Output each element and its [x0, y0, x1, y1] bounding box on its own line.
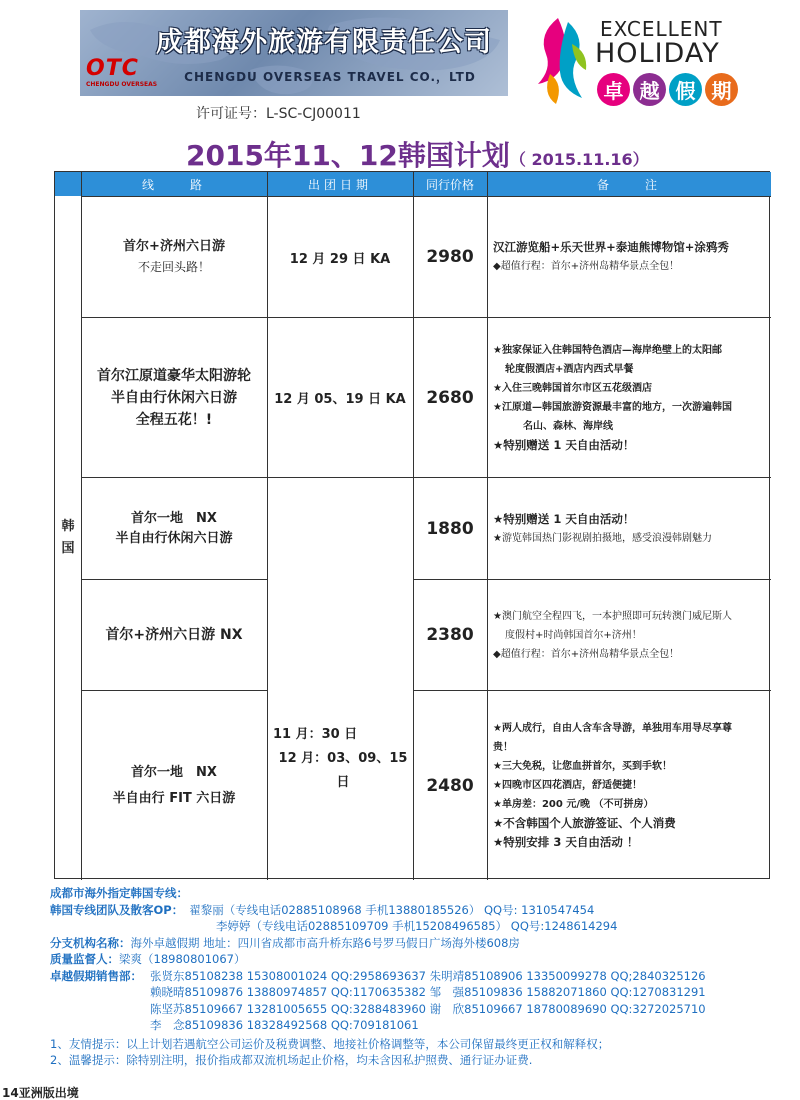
table-row-1-price: 2980	[426, 247, 474, 267]
title-date: （ 2015.11.16）	[509, 150, 649, 169]
footer-line-3: 李婷婷（专线电话02885109709 手机15208496585） QQ号:1248614294	[216, 919, 618, 933]
table-row-2-route: 首尔江原道豪华太阳游轮 半自由行休闲六日游 全程五花！!	[97, 367, 251, 428]
sales-row: 张贤东85108238 15308001024 QQ:2958693637 朱明靖85108906 13350099278 QQ;2840325126	[150, 968, 706, 983]
table-row-2-notes: ★独家保证入住韩国特色酒店—海岸绝壁上的太阳邮 轮度假酒店+酒店内西式早餐 ★入住三晚韩国首尔市区五花级酒店 ★江原道—韩国旅游资源最丰富的地方，一次游遍韩国 名山、森林、海岸线 ★特别赠送 1 天自由活动！	[493, 344, 732, 452]
table-row-4-route: 首尔+济州六日游 NX	[105, 627, 243, 643]
table-row-4-price: 2380	[426, 625, 474, 645]
header-date: 出团日期	[267, 172, 413, 196]
tip-1: 1、友情提示：以上计划若遇航空公司运价及税费调整、地接社价格调整等，本公司保留最终更正权和解释权；	[50, 1036, 610, 1051]
tip-2: 2、温馨提示：除特别注明，报价指成都双流机场起止价格，均未含因私护照费、通行证办证费.	[50, 1053, 533, 1067]
brand-name-cn	[597, 73, 738, 106]
table-row-2-date: 12 月 05、19 日 KA	[274, 392, 406, 407]
brand-char: 假	[669, 73, 702, 106]
table-row-1-route: 首尔+济州六日游 不走回头路！	[123, 239, 225, 274]
company-name-cn: 成都海外旅游有限责任公司	[156, 27, 492, 58]
sales-row: 陈坚苏85109667 13281005655 QQ:3288483960 谢 欣85109667 18780089690 QQ:3272025710	[150, 1001, 706, 1016]
header-price: 同行价格	[413, 172, 487, 196]
table-row-4-notes: ★澳门航空全程四飞，一本护照即可玩转澳门威尼斯人 度假村+时尚韩国首尔+济州！ ◆超值行程：首尔+济州岛精华景点全包！	[493, 610, 732, 660]
company-name-en: CHENGDU OVERSEAS TRAVEL CO.，LTD	[184, 70, 476, 84]
contact-footer	[50, 885, 790, 1069]
license-number: 许可证号：L-SC-CJ00011	[196, 106, 361, 122]
brand-text-holiday: HOLIDAY	[595, 38, 720, 69]
brand-char: 期	[705, 73, 738, 106]
shared-date-cell: 11 月：30 日 12 月：03、09、15 日	[273, 727, 408, 790]
sales-row: 赖晓晴85109876 13880974857 QQ:1170635382 邹 强85109836 15882071860 QQ:1270831291	[150, 985, 706, 999]
table-row-1-notes: 汉江游览船+乐天世界+泰迪熊博物馆+涂鸦秀 ◆超值行程：首尔+济州岛精华景点全包！	[493, 240, 729, 272]
excellent-holiday-logo-icon	[528, 14, 594, 106]
brand-char: 卓	[597, 73, 630, 106]
footer-line-4: 分支机构名称： 海外卓越假期 地址：四川省成都市高升桥东路6号罗马假日广场海外楼608房	[50, 935, 520, 950]
page-label: 14亚洲版出境	[2, 1086, 79, 1100]
table-row-3-route: 首尔一地 NX 半自由行休闲六日游	[115, 510, 233, 546]
table-row-5-notes: ★两人成行，自由人含车含导游，单独用车用导尽享尊 贵！ ★三大免税，让您血拼首尔，买到手软！ ★四晚市区四花酒店，舒适便捷！ ★单房差：200 元/晚 （不可拼房） ★不含韩国个人旅游签证、个人消费 ★特别安排 3 天自由活动 ！	[493, 723, 732, 849]
table-row-5-route: 首尔一地 NX 半自由行 FIT 六日游	[112, 764, 236, 806]
table-row-1-date: 12 月 29 日 KA	[289, 251, 391, 267]
table-row-2-price: 2680	[426, 387, 474, 408]
otc-logo: OTC CHENGDU OVERSEAS	[86, 56, 158, 88]
title-main: 2015年11、12韩国计划	[186, 139, 510, 172]
header-route: 线 路	[81, 172, 267, 196]
footer-line-1: 成都市海外指定韩国专线：	[50, 886, 188, 900]
table-row-5-price: 2480	[426, 775, 474, 796]
header-notes: 备 注	[487, 172, 771, 196]
table-row-3-price: 1880	[426, 518, 474, 539]
footer-line-2: 韩国专线团队及散客OP： 翟黎丽（专线电话02885108968 手机13880185526） QQ号: 1310547454	[50, 902, 595, 917]
brand-text-excellent: EXCELLENT	[600, 17, 723, 41]
footer-line-5: 质量监督人： 梁爽（18980801067）	[50, 952, 246, 966]
sales-block: 卓越假期销售部： 张贤东85108238 15308001024 QQ:2958693637 朱明靖85108906 13350099278 QQ;2840325126 赖晓晴85109876 13880974857 QQ:1170635382 邹 强85109836 15882071860 QQ:1270831291 陈坚苏85109667 13281005655 QQ:3288483960 谢 欣85109667 18780089690 QQ:3272025710 李 念85109836 18328492568 QQ:709181061	[50, 968, 790, 1050]
tour-table	[54, 171, 770, 879]
sales-row: 李 念85109836 18328492568 QQ:709181061	[150, 1018, 419, 1032]
brand-char: 越	[633, 73, 666, 106]
table-row-3-notes: ★特别赠送 1 天自由活动！ ★游览韩国热门影视剧拍摄地，感受浪漫韩剧魅力	[493, 511, 712, 544]
page-title	[186, 134, 649, 174]
company-banner	[80, 10, 508, 96]
country-cell: 韩 国	[61, 519, 75, 556]
